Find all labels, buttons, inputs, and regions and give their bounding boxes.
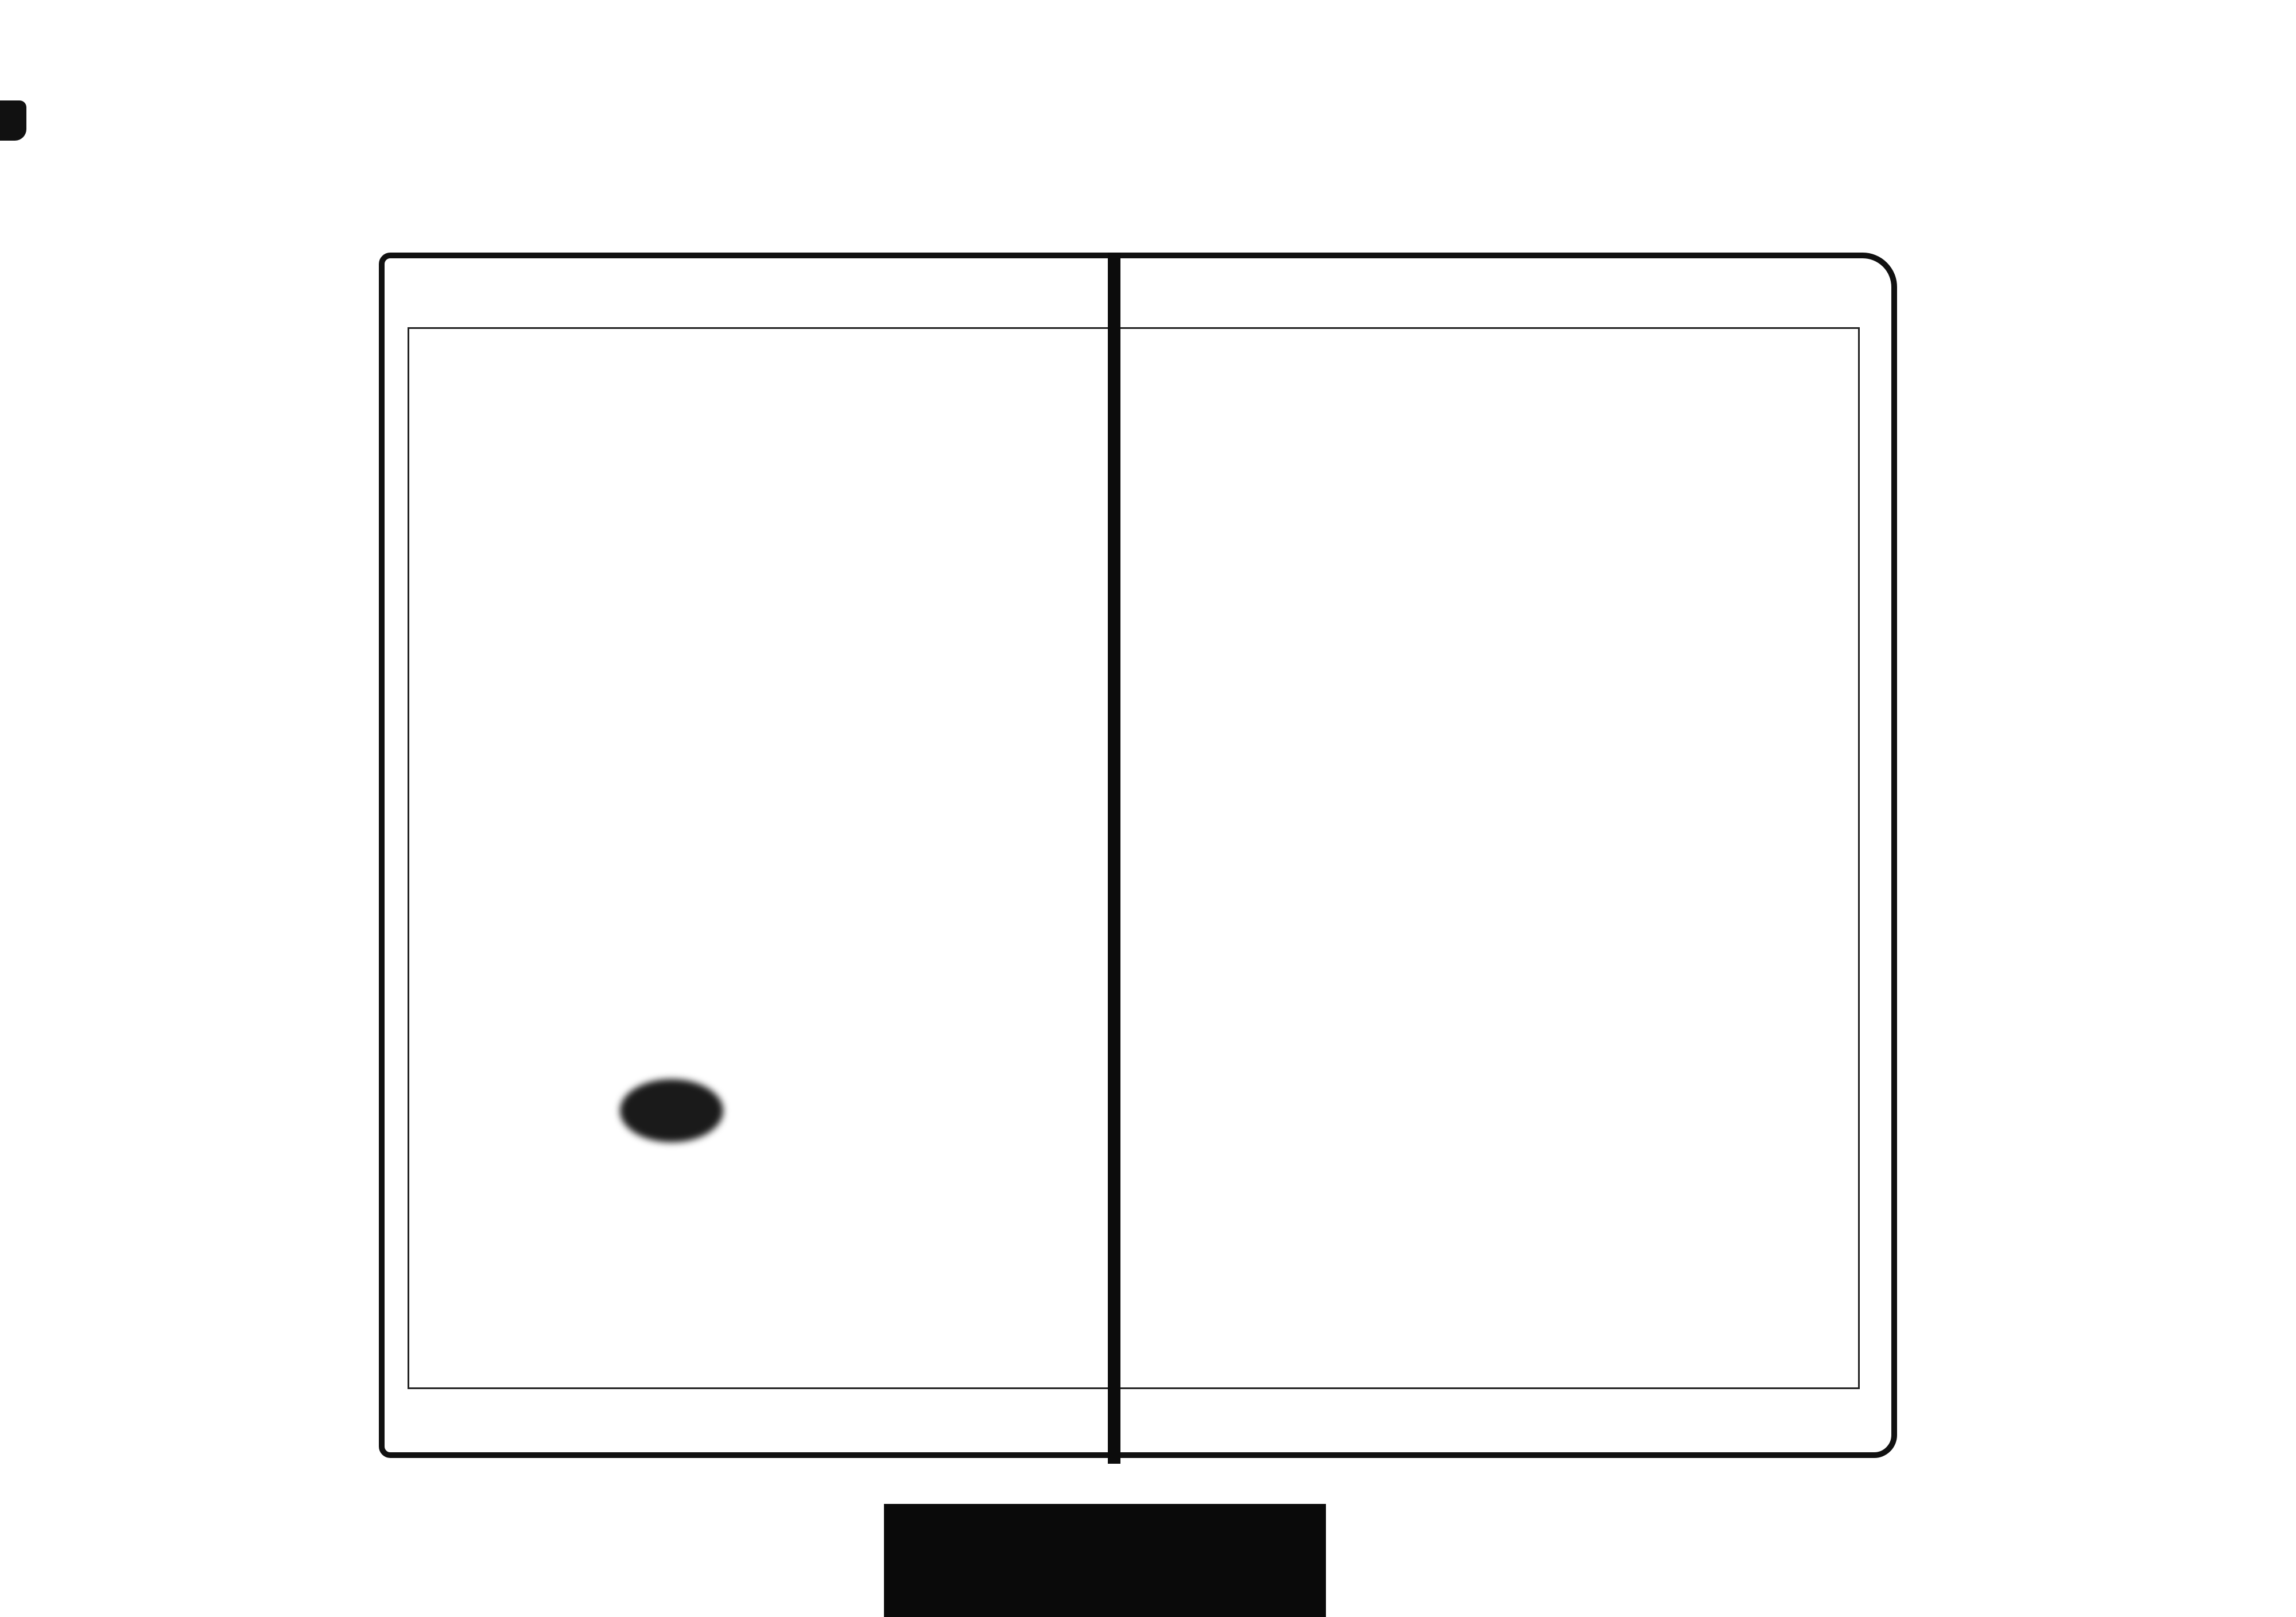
book-spread [379,253,1897,1458]
book-spine [1108,253,1120,1464]
ink-smudge [620,1079,723,1142]
left-page [419,333,1131,1383]
scan-edge-mark [0,100,26,141]
archive-number-stamp [884,1504,1326,1617]
left-page-columns [419,333,1131,1383]
right-page-columns [1148,333,1857,1383]
right-page [1148,333,1857,1383]
